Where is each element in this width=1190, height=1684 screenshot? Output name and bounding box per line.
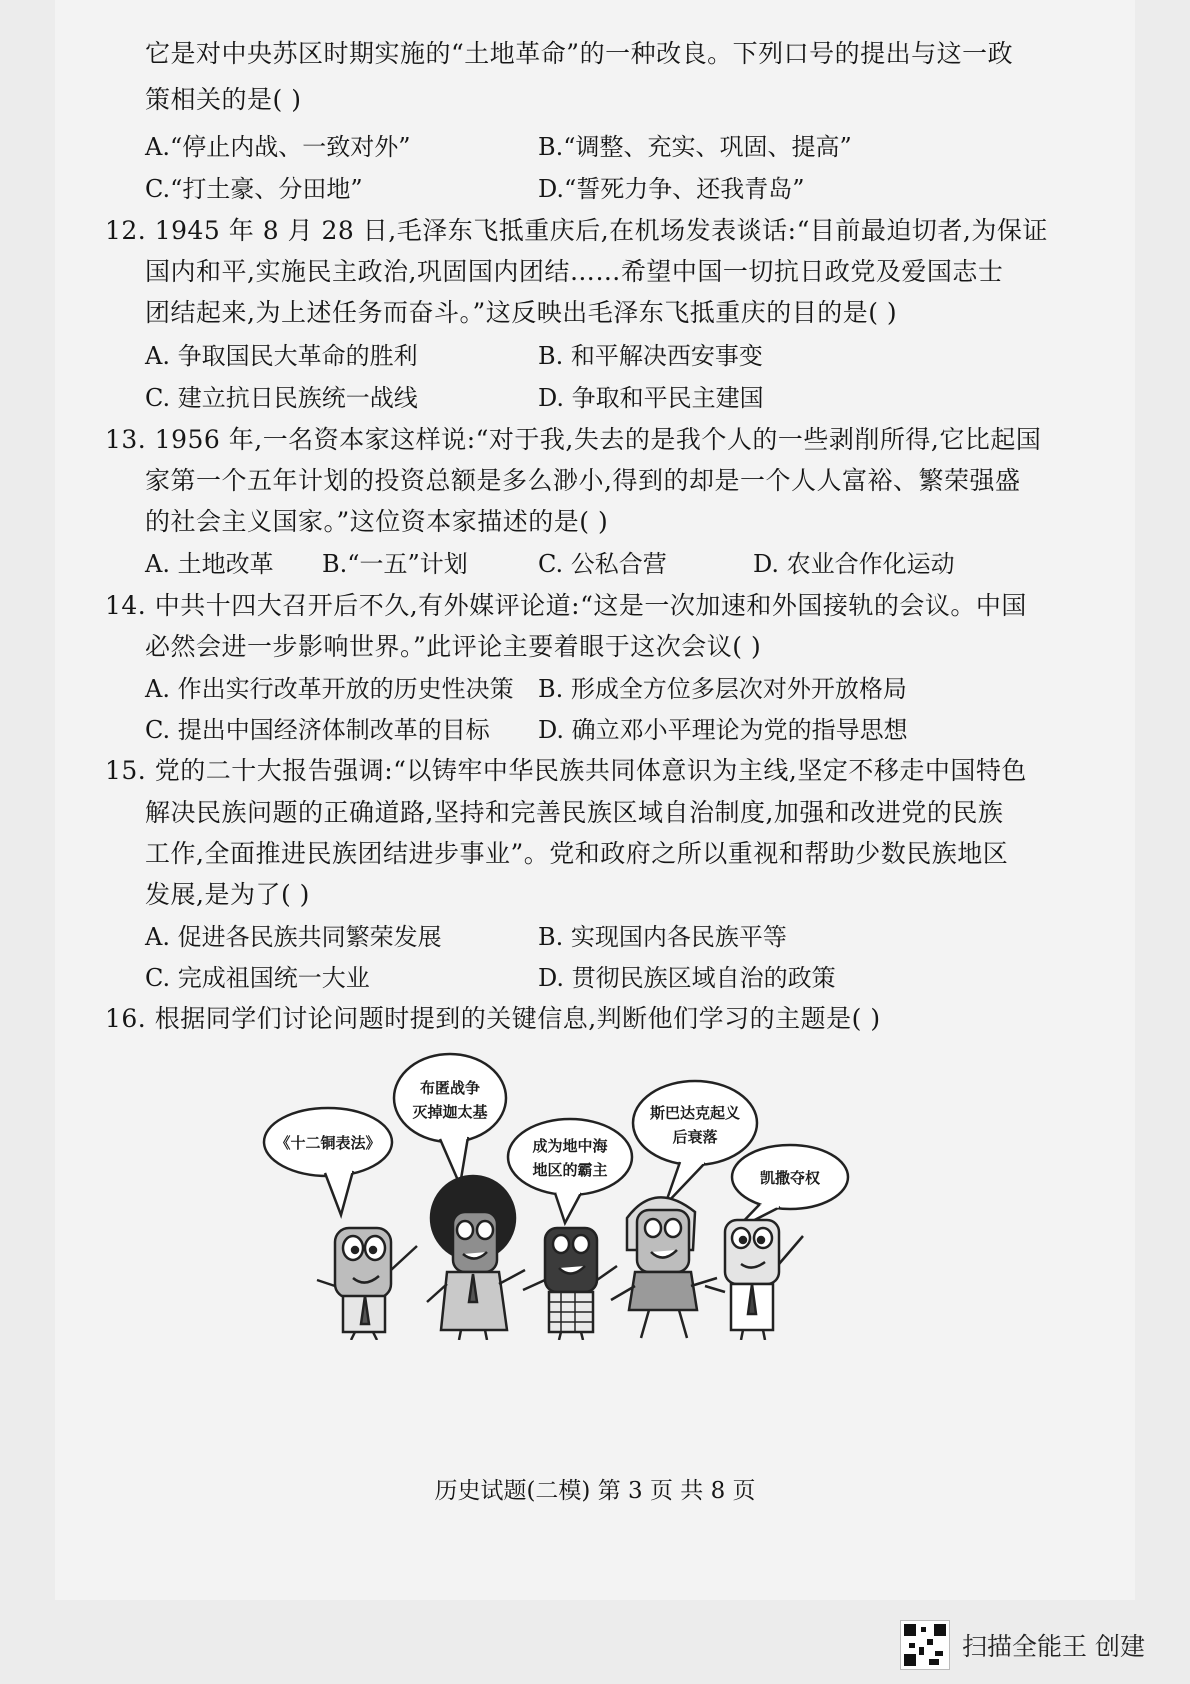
bubble-4-text-line1: 斯巴达克起义 <box>649 1104 741 1122</box>
q14-option-a: A. 作出实行改革开放的历史性决策 <box>145 675 514 703</box>
character-5 <box>705 1220 803 1340</box>
scanner-watermark-text: 扫描全能王 创建 <box>962 1632 1145 1661</box>
bubble-3-text-line1: 成为地中海 <box>532 1137 608 1155</box>
q12-text-line1: 12. 1945 年 8 月 28 日,毛泽东飞抵重庆后,在机场发表谈话:“目前最迫切者,为保证 <box>105 216 1048 245</box>
q13-text-line1: 13. 1956 年,一名资本家这样说:“对于我,失去的是我个人的一些剥削所得,它比起国 <box>105 425 1042 454</box>
q13-option-c: C. 公私合营 <box>538 550 667 578</box>
character-4 <box>611 1197 717 1338</box>
page-footer: 历史试题(二模) 第 3 页 共 8 页 <box>434 1478 756 1504</box>
q14-option-b: B. 形成全方位多层次对外开放格局 <box>538 675 907 703</box>
q14-text-line1: 14. 中共十四大召开后不久,有外媒评论道:“这是一次加速和外国接轨的会议。中国 <box>105 591 1027 620</box>
q12-option-b: B. 和平解决西安事变 <box>538 342 763 370</box>
cartoon-illustration <box>255 1040 905 1340</box>
speech-bubble-3 <box>508 1119 632 1195</box>
bubble-2-text-line1: 布匿战争 <box>419 1079 481 1097</box>
character-2 <box>427 1176 525 1340</box>
q11-option-a: A.“停止内战、一致对外” <box>145 133 411 161</box>
q13-text-line3: 的社会主义国家。”这位资本家描述的是( ) <box>145 507 609 536</box>
speech-bubble-2 <box>394 1054 506 1142</box>
q11-text-line2: 策相关的是( ) <box>145 85 302 114</box>
q15-option-b: B. 实现国内各民族平等 <box>538 923 787 951</box>
q15-text-line2: 解决民族问题的正确道路,坚持和完善民族区域自治制度,加强和改进党的民族 <box>145 798 1004 827</box>
scanner-watermark <box>900 1620 1145 1670</box>
q12-option-d: D. 争取和平民主建国 <box>538 384 764 412</box>
bubble-4-text-line2: 后衰落 <box>672 1128 718 1146</box>
q12-option-a: A. 争取国民大革命的胜利 <box>145 342 418 370</box>
q13-option-a: A. 土地改革 <box>145 550 274 578</box>
q14-option-c: C. 提出中国经济体制改革的目标 <box>145 716 490 744</box>
q15-option-a: A. 促进各民族共同繁荣发展 <box>145 923 442 951</box>
q11-option-b: B.“调整、充实、巩固、提高” <box>538 133 852 161</box>
q15-text-line4: 发展,是为了( ) <box>145 880 310 909</box>
q11-option-d: D.“誓死力争、还我青岛” <box>538 175 805 203</box>
q15-text-line1: 15. 党的二十大报告强调:“以铸牢中华民族共同体意识为主线,坚定不移走中国特色 <box>105 756 1027 785</box>
bubble-3-text-line2: 地区的霸主 <box>532 1161 608 1179</box>
q13-text-line2: 家第一个五年计划的投资总额是多么渺小,得到的却是一个人人富裕、繁荣强盛 <box>145 466 1021 495</box>
q15-option-d: D. 贯彻民族区域自治的政策 <box>538 964 836 992</box>
bubble-2-text-line2: 灭掉迦太基 <box>412 1103 488 1121</box>
q12-text-line3: 团结起来,为上述任务而奋斗。”这反映出毛泽东飞抵重庆的目的是( ) <box>145 298 898 327</box>
speech-bubble-4 <box>633 1081 757 1165</box>
q13-option-b: B.“一五”计划 <box>322 550 468 578</box>
q16-text-line1: 16. 根据同学们讨论问题时提到的关键信息,判断他们学习的主题是( ) <box>105 1004 881 1033</box>
character-3 <box>523 1228 617 1340</box>
q15-text-line3: 工作,全面推进民族团结进步事业”。党和政府之所以重视和帮助少数民族地区 <box>145 839 1009 868</box>
character-1 <box>317 1228 417 1340</box>
qr-code-icon <box>900 1620 950 1670</box>
q12-option-c: C. 建立抗日民族统一战线 <box>145 384 418 412</box>
q14-text-line2: 必然会进一步影响世界。”此评论主要着眼于这次会议( ) <box>145 632 762 661</box>
bubble-5-text: 凯撒夺权 <box>759 1169 821 1187</box>
q15-option-c: C. 完成祖国统一大业 <box>145 964 370 992</box>
q13-option-d: D. 农业合作化运动 <box>753 550 955 578</box>
q11-text-line1: 它是对中央苏区时期实施的“土地革命”的一种改良。下列口号的提出与这一政 <box>145 39 1014 68</box>
bubble-1-text: 《十二铜表法》 <box>275 1134 381 1152</box>
q14-option-d: D. 确立邓小平理论为党的指导思想 <box>538 716 908 744</box>
q12-text-line2: 国内和平,实施民主政治,巩固国内团结……希望中国一切抗日政党及爱国志士 <box>145 257 1004 286</box>
q11-option-c: C.“打土豪、分田地” <box>145 175 363 203</box>
